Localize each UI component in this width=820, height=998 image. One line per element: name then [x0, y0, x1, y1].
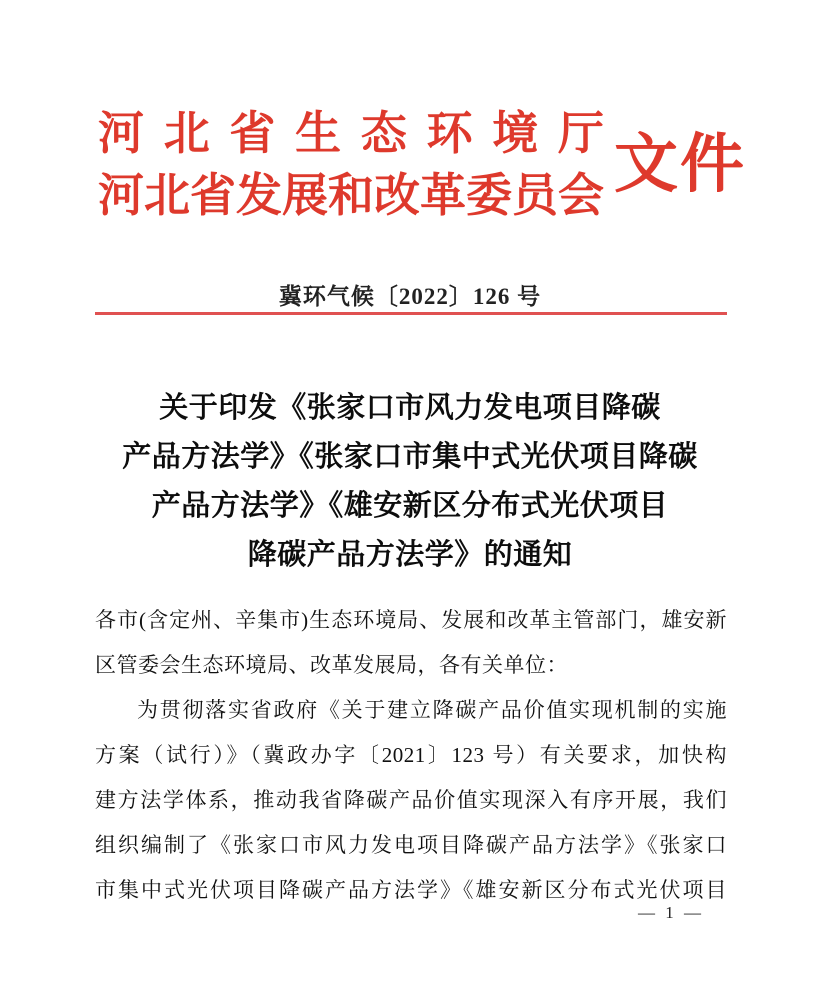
- body-line: 区管委会生态环境局、改革发展局，各有关单位：: [95, 653, 568, 677]
- body-line: 组织编制了《张家口市风力发电项目降碳产品方法学》《张家口: [95, 833, 727, 857]
- title-line: 产品方法学》《雄安新区分布式光伏项目: [151, 490, 669, 522]
- title-line: 降碳产品方法学》的通知: [247, 539, 573, 571]
- body-line: 方案（试行）》（冀政办字〔2021〕123 号）有关要求，加快构: [95, 743, 727, 767]
- agency-name-line2: 河北省发展和改革委员会: [98, 170, 604, 221]
- body-line: 为贯彻落实省政府《关于建立降碳产品价值实现机制的实施: [137, 698, 727, 722]
- document-number: 冀环气候〔2022〕126 号: [278, 284, 542, 309]
- agency-name-line1: 河北省生态环境厅: [98, 108, 604, 159]
- document-body: [95, 598, 727, 913]
- body-line: 市集中式光伏项目降碳产品方法学》《雄安新区分布式光伏项目: [95, 878, 727, 902]
- agency-names: [98, 103, 604, 227]
- letterhead: [98, 103, 746, 227]
- document-label: 文件: [614, 129, 746, 200]
- document-title: [60, 384, 760, 580]
- body-line: 建方法学体系，推动我省降碳产品价值实现深入有序开展，我们: [95, 788, 727, 812]
- title-line: 产品方法学》《张家口市集中式光伏项目降碳: [122, 441, 698, 473]
- title-line: 关于印发《张家口市风力发电项目降碳: [159, 392, 661, 424]
- page-number: — 1 —: [638, 903, 704, 922]
- red-divider-line: [95, 312, 727, 315]
- body-line: 各市(含定州、辛集市)生态环境局、发展和改革主管部门，雄安新: [95, 608, 727, 632]
